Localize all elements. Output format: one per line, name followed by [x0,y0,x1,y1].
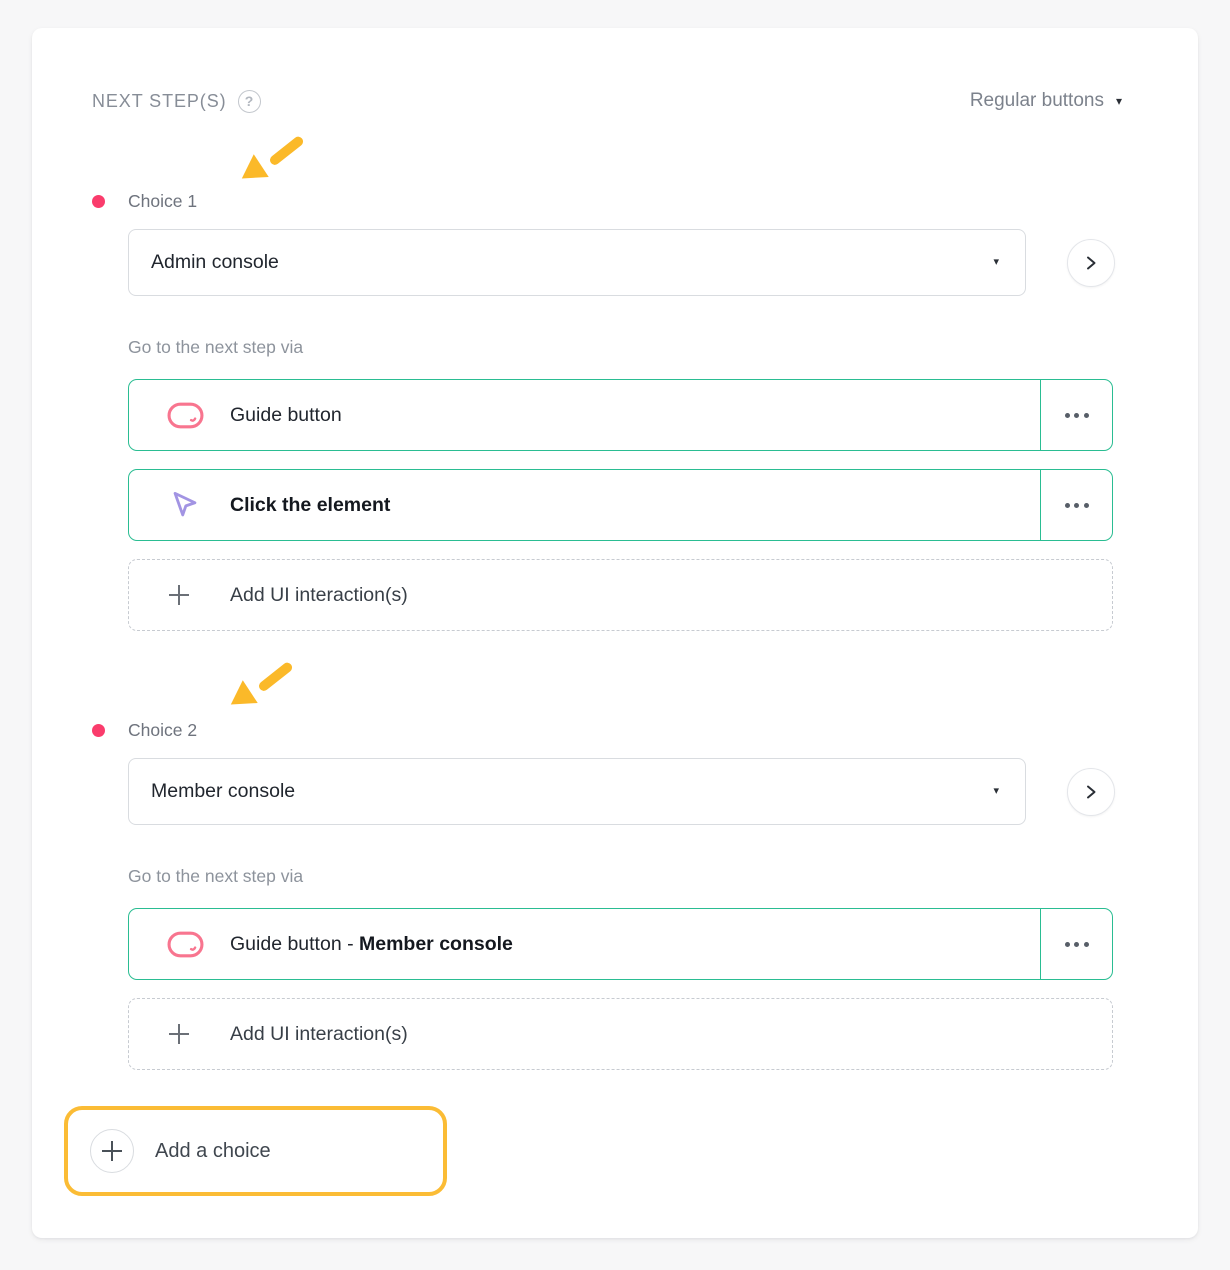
choice-label: Choice 1 [128,191,198,211]
choice-bullet [92,195,105,208]
step-select[interactable] [128,758,1026,825]
next-steps-panel [32,28,1198,1238]
plus-circle-icon [90,1129,134,1173]
choice-2-step-row [128,758,1122,825]
panel-header [92,88,1122,114]
interaction-label: Guide button - Member console [230,932,513,955]
help-icon[interactable]: ? [238,90,261,113]
add-choice-highlight [64,1106,447,1196]
plus-icon [168,584,190,606]
more-options-button[interactable] [1040,909,1112,979]
selected-step-value: Admin console [151,251,279,273]
annotation-arrow [225,661,293,711]
interaction-row [128,469,1113,541]
choice-1-step-row [128,229,1122,296]
add-choice-button[interactable] [90,1129,271,1173]
interaction-label: Click the element [230,493,391,516]
annotation-arrow [236,135,304,185]
open-step-button[interactable] [1067,239,1115,287]
chevron-right-icon [1081,782,1101,802]
plus-icon [168,1023,190,1045]
choice-2-header [92,720,1122,741]
step-select[interactable] [128,229,1026,296]
selected-step-value: Member console [151,780,296,802]
ellipsis-icon [1065,942,1070,947]
interaction-row-main[interactable] [129,380,1040,450]
add-interaction-button[interactable] [128,559,1113,631]
more-options-button[interactable] [1040,470,1112,540]
chevron-down-icon: ▾ [993,785,999,797]
choice-1-header [92,191,1122,212]
button-type-dropdown[interactable] [970,90,1122,112]
interaction-label: Guide button [230,403,342,426]
chevron-right-icon [1081,253,1101,273]
choice-label: Choice 2 [128,720,198,740]
cursor-click-icon [166,488,204,522]
button-type-value: Regular buttons [969,90,1104,111]
choice-bullet [92,724,105,737]
guide-button-icon [166,931,204,958]
go-via-label: Go to the next step via [128,866,304,886]
interaction-row [128,379,1113,451]
add-interaction-button[interactable] [128,998,1113,1070]
chevron-down-icon: ▾ [993,256,999,268]
add-interaction-label: Add UI interaction(s) [230,1022,408,1045]
chevron-down-icon: ▾ [1115,94,1122,108]
add-interaction-label: Add UI interaction(s) [230,583,408,606]
add-choice-label: Add a choice [155,1139,271,1162]
ellipsis-icon [1065,503,1070,508]
interaction-row-main[interactable] [129,470,1040,540]
ellipsis-icon [1065,413,1070,418]
interaction-row-main[interactable] [129,909,1040,979]
interaction-row [128,908,1113,980]
open-step-button[interactable] [1067,768,1115,816]
panel-title: NEXT STEP(S) [92,90,227,111]
go-via-label: Go to the next step via [128,337,304,357]
guide-button-icon [166,402,204,429]
more-options-button[interactable] [1040,380,1112,450]
